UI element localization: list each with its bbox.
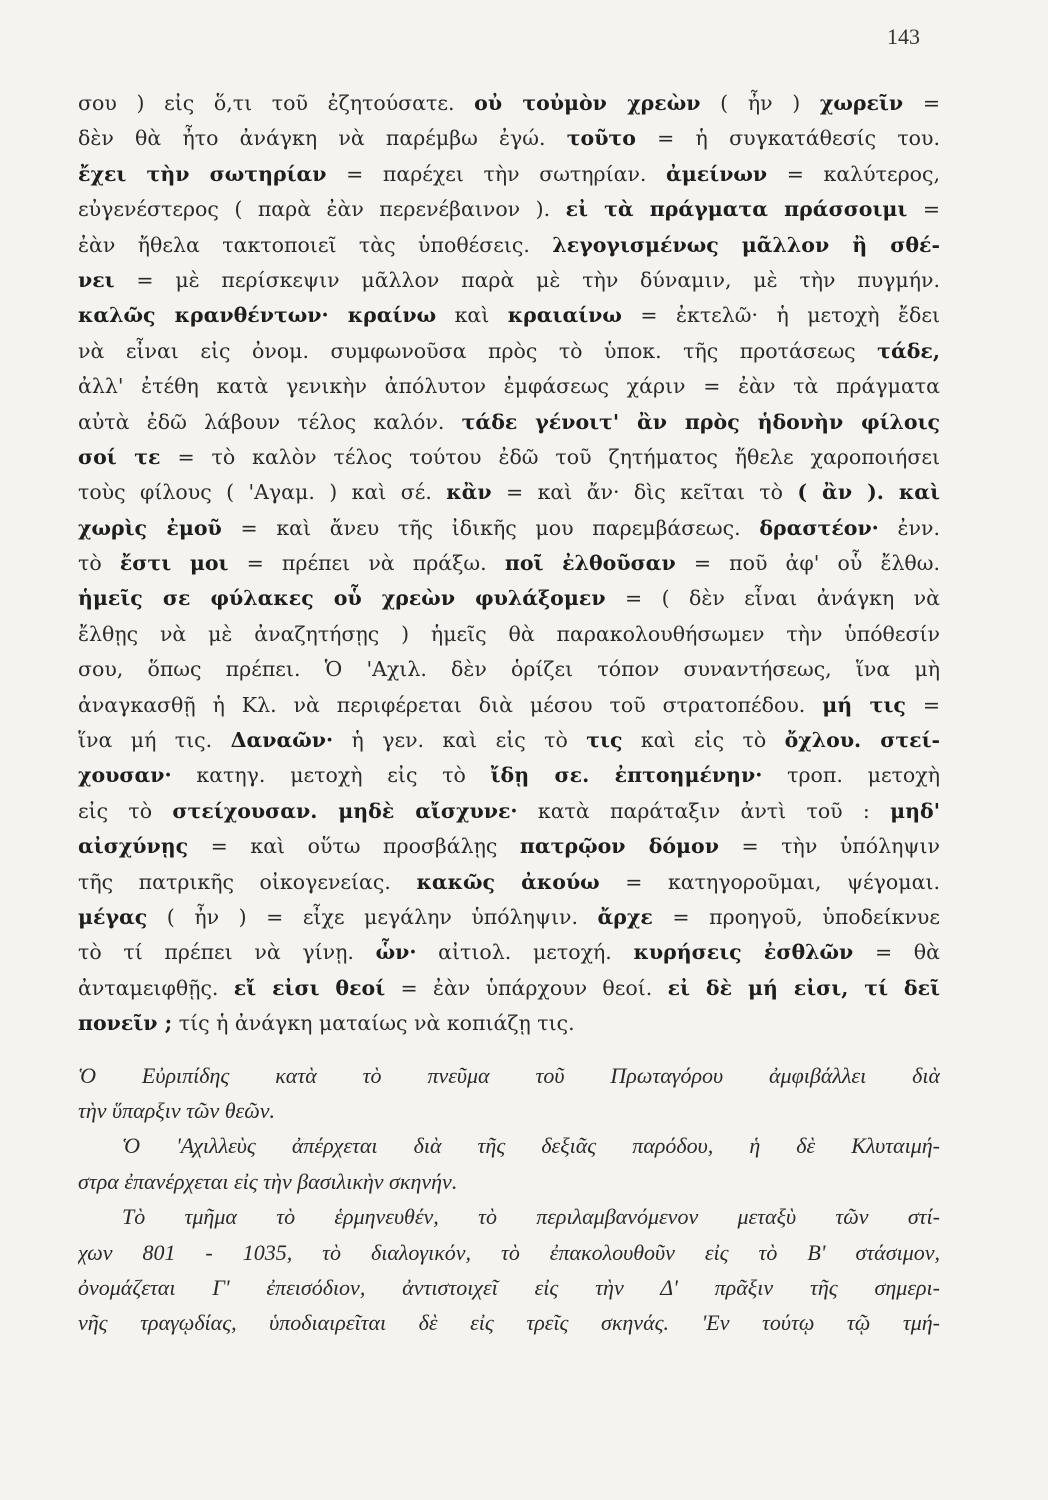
gloss-text: = ἐὰν ὑπάρχουν θεοί. [385,975,668,1000]
gloss-text: = τὸ καλὸν τέλος τούτου ἐδῶ τοῦ ζητήματος ἤθελε χαροποιήσει [160,444,940,469]
gloss-text: ( ἦν ) = εἶχε μεγάλην ὑπόληψιν. [147,904,598,929]
lemma-term: ἴδῃ σε. ἐπτοημένην· [490,763,763,788]
lemma-term: ἀμείνων [666,161,768,186]
commentary-text [78,86,940,1341]
lemma-term: τάδε, [877,338,940,363]
italic-line: Ὁ 'Αχιλλεὺς ἀπέρχεται διὰ τῆς δεξιᾶς παρόδου, ἡ δὲ Κλυταιμή- [122,1133,940,1159]
gloss-text: δὲν θὰ ἦτο ἀνάγκη νὰ παρέμβω ἐγώ. [78,126,567,151]
gloss-text: = παρέχει τὴν σωτηρίαν. [326,161,667,186]
gloss-text: = θὰ [853,940,940,965]
lemma-term: Δαναῶν· [230,728,334,753]
italic-line: στρα ἐπανέρχεται εἰς τὴν βασιλικὴν σκηνήν. [78,1168,458,1194]
commentary-line [78,121,940,156]
lemma-term: χωρεῖν [819,91,904,115]
commentary-line [78,86,940,121]
lemma-term: ἔστι μοι [119,551,229,576]
italic-line: ὀνομάζεται Γ' ἐπεισόδιον, ἀντιστοιχεῖ εἰς τὴν Δ' πρᾶξιν τῆς σημερι- [78,1274,940,1300]
lemma-term: αἰσχύνῃς [78,834,189,859]
lemma-term: χουσαν· [78,763,172,788]
commentary-line [78,652,940,687]
gloss-text: ἐνν. [878,515,940,540]
gloss-text: εὐγενέστερος ( παρὰ ἐὰν περενέβαινον ). [78,197,566,222]
commentary-line [78,157,940,192]
gloss-text: = τὴν ὑπόληψιν [718,834,940,859]
gloss-text: τροπ. μετοχὴ [762,763,940,788]
commentary-line [78,723,940,758]
lemma-term: πατρῷον δόμον [519,834,719,859]
gloss-text: ἡ γεν. καὶ εἰς τὸ [333,728,587,753]
gloss-text: τίς ἡ ἀνάγκη ματαίως νὰ κοπιάζῃ τις. [172,1011,575,1036]
lemma-term: ἄρχε [597,904,653,929]
commentary-line [78,263,940,298]
gloss-text: = ἐκτελῶ· ἡ μετοχὴ ἔδει [621,303,940,328]
commentary-line [78,829,940,864]
commentary-line [78,935,940,970]
gloss-text: ἐὰν ἤθελα τακτοποιεῖ τὰς ὑποθέσεις. [78,232,553,257]
commentary-line [78,298,940,333]
lemma-term: τις [586,728,623,753]
page-number: 143 [887,24,920,49]
lemma-term: εἴ εἰσι θεοί [233,975,386,1000]
gloss-text: = [905,692,940,717]
lemma-term: ὧν· [375,940,417,965]
lemma-term: εἰ δὲ μή εἰσι, τί δεῖ [667,975,940,1000]
lemma-term: κραιαίνω [507,303,622,328]
lemma-term: ποῖ ἐλθοῦσαν [504,551,676,576]
commentary-line [78,794,940,829]
gloss-text: τῆς πατρικῆς οἰκογενείας. [78,869,417,894]
commentary-line [78,971,940,1006]
commentary-line [78,192,940,227]
lemma-term: μηδ' [890,798,940,823]
commentary-line [78,688,940,723]
gloss-text: = καὶ ἄν· δὶς κεῖται τὸ [491,480,798,505]
lemma-term: εἰ τὰ πράγματα πράσσοιμι [565,197,908,222]
gloss-text: = [903,91,940,115]
lemma-term: πονεῖν ; [78,1011,173,1036]
paragraph-gap [78,1042,940,1058]
lemma-term: μέγας [78,904,148,929]
gloss-text: ἔλθῃς νὰ μὲ ἀναζητήσῃς ) ἡμεῖς θὰ παρακολουθήσωμεν τὴν ὑπόθεσίν [78,621,940,646]
italic-line: Τὸ τμῆμα τὸ ἑρμηνευθέν, τὸ περιλαμβανόμενον μεταξὺ τῶν στί- [122,1204,940,1230]
commentary-line [78,546,940,581]
commentary-line [78,1006,940,1041]
gloss-text: = ( δὲν εἶναι ἀνάγκη νὰ [605,586,940,611]
gloss-text: κατηγ. μετοχὴ εἰς τὸ [171,763,491,788]
lemma-term: κἂν [446,480,492,505]
lemma-term: καλῶς κρανθέντων· κραίνω [78,303,437,328]
commentary-line [78,511,940,546]
gloss-text: ἀναγκασθῇ ἡ Κλ. νὰ περιφέρεται διὰ μέσου τοῦ στρατοπέδου. [78,692,823,717]
lemma-term: νει [78,267,115,292]
gloss-text: νὰ εἶναι εἰς ὀνομ. συμφωνοῦσα πρὸς τὸ ὑποκ. τῆς προτάσεως [78,338,878,363]
italic-line: τὴν ὕπαρξιν τῶν θεῶν. [78,1097,276,1123]
lemma-term: ὄχλου. στεί- [784,728,940,753]
gloss-text: τὸ [78,551,120,576]
lemma-term: μή τις [822,692,906,717]
commentary-line [78,228,940,263]
lemma-term: κακῶς ἀκούω [416,869,600,894]
gloss-text: = καὶ οὕτω προσβάλῃς [188,834,520,859]
lemma-term: σοί τε [78,444,161,469]
gloss-text: εἰς τὸ [78,798,173,823]
gloss-text: ἵνα μή τις. [78,728,231,753]
gloss-text: καὶ [436,303,508,328]
italic-line: Ὁ Εὐριπίδης κατὰ τὸ πνεῦμα τοῦ Πρωταγόρου ἀμφιβάλλει διὰ [78,1062,940,1088]
gloss-text: αὐτὰ ἐδῶ λάβουν τέλος καλόν. [78,409,462,434]
lemma-term: ἡμεῖς σε φύλακες οὗ χρεὼν φυλάξομεν [78,586,606,611]
gloss-text: = πρέπει νὰ πράξω. [228,551,505,576]
commentary-line [78,405,940,440]
commentary-line [78,369,940,404]
commentary-line [78,440,940,475]
gloss-text: σου, ὅπως πρέπει. Ὁ 'Αχιλ. δὲν ὁρίζει τόπον συναντήσεως, ἵνα μὴ [78,657,940,682]
commentary-line [78,758,940,793]
italic-line: νῆς τραγῳδίας, ὑποδιαιρεῖται δὲ εἰς τρεῖς σκηνάς. 'Εν τούτῳ τῷ τμή- [78,1310,940,1336]
gloss-text: καὶ εἰς τὸ [622,728,785,753]
lemma-term: ( ἂν ). καὶ [797,480,940,505]
lemma-term: τάδε γένοιτ' ἂν πρὸς ἡδονὴν φίλοις [461,409,940,434]
gloss-text: ἀνταμειφθῇς. [78,975,234,1000]
gloss-text: = ποῦ ἀφ' οὗ ἔλθω. [675,551,940,576]
commentary-line [78,617,940,652]
lemma-term: κυρήσεις ἐσθλῶν [633,940,854,965]
commentary-line [78,865,940,900]
commentary-line [78,334,940,369]
lemma-term: οὐ τοὐμὸν χρεὼν [474,91,701,115]
gloss-text: = [907,197,940,222]
gloss-text: = προηγοῦ, ὑποδείκνυε [652,904,940,929]
gloss-text: = καὶ ἄνευ τῆς ἰδικῆς μου παρεμβάσεως. [221,515,760,540]
lemma-term: ἔχει τὴν σωτηρίαν [78,161,327,186]
gloss-text: = καλύτερος, [767,161,940,186]
lemma-term: λεγογισμένως μᾶλλον ἢ σθέ- [552,232,940,257]
gloss-text: τοὺς φίλους ( 'Αγαμ. ) καὶ σέ. [78,480,447,505]
lemma-term: στείχουσαν. μηδὲ αἴσχυνε· [172,798,518,823]
lemma-term: χωρὶς ἐμοῦ [78,515,222,540]
gloss-text: = μὲ περίσκεψιν μᾶλλον παρὰ μὲ τὴν δύναμιν, μὲ τὴν πυγμήν. [114,267,940,292]
gloss-text: = ἡ συγκατάθεσίς του. [635,126,940,151]
gloss-text: ( ἦν ) [700,91,820,115]
lemma-term: τοῦτο [566,126,636,151]
gloss-text: ἀλλ' ἐτέθη κατὰ γενικὴν ἀπόλυτον ἐμφάσεως χάριν = ἐὰν τὰ πράγματα [78,374,940,399]
commentary-line [78,900,940,935]
italic-line: χων 801 - 1035, τὸ διαλογικόν, τὸ ἐπακολουθοῦν εἰς τὸ Β' στάσιμον, [78,1239,940,1265]
gloss-text: κατὰ παράταξιν ἀντὶ τοῦ : [517,798,891,823]
gloss-text: = κατηγοροῦμαι, ψέγομαι. [599,869,940,894]
commentary-notes [78,86,940,1042]
commentary-line [78,581,940,616]
gloss-text: σου ) εἰς ὅ,τι τοῦ ἐζητούσατε. [78,91,475,115]
gloss-text: αἰτιολ. μετοχή. [416,940,634,965]
commentary-line [78,475,940,510]
gloss-text: τὸ τί πρέπει νὰ γίνῃ. [78,940,376,965]
lemma-term: δραστέον· [759,515,879,540]
